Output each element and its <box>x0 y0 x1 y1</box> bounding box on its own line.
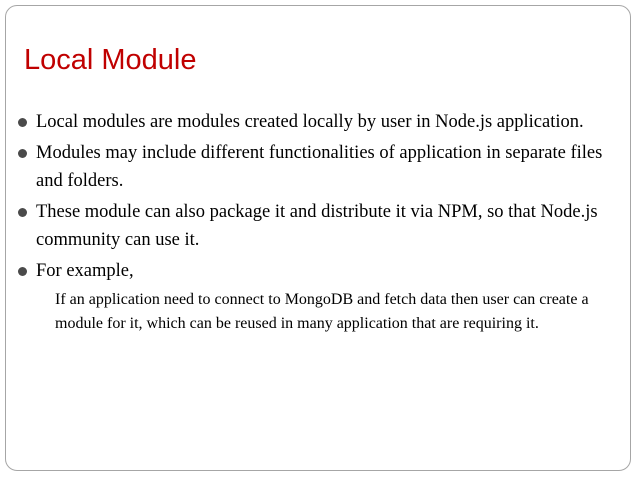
bullet-item <box>18 198 618 254</box>
bullet-icon <box>18 149 27 158</box>
bullet-text: Modules may include different functionalities of application in separate files and folders. <box>36 143 603 191</box>
bullet-icon <box>18 267 27 276</box>
bullet-item <box>18 108 618 136</box>
bullet-icon <box>18 118 27 127</box>
example-paragraph: If an application need to connect to MongoDB and fetch data then user can create a module for it, which can be reused in many application that are requiring it. <box>55 291 589 332</box>
bullet-text: Local modules are modules created locally by user in Node.js application. <box>36 112 584 132</box>
bullet-item <box>18 257 618 285</box>
bullet-text: For example, <box>36 261 134 281</box>
slide-title: Local Module <box>24 44 197 76</box>
bullet-text: These module can also package it and distribute it via NPM, so that Node.js community can use it. <box>36 202 598 250</box>
bullet-item <box>18 139 618 195</box>
bullet-icon <box>18 208 27 217</box>
slide-content <box>18 108 618 335</box>
